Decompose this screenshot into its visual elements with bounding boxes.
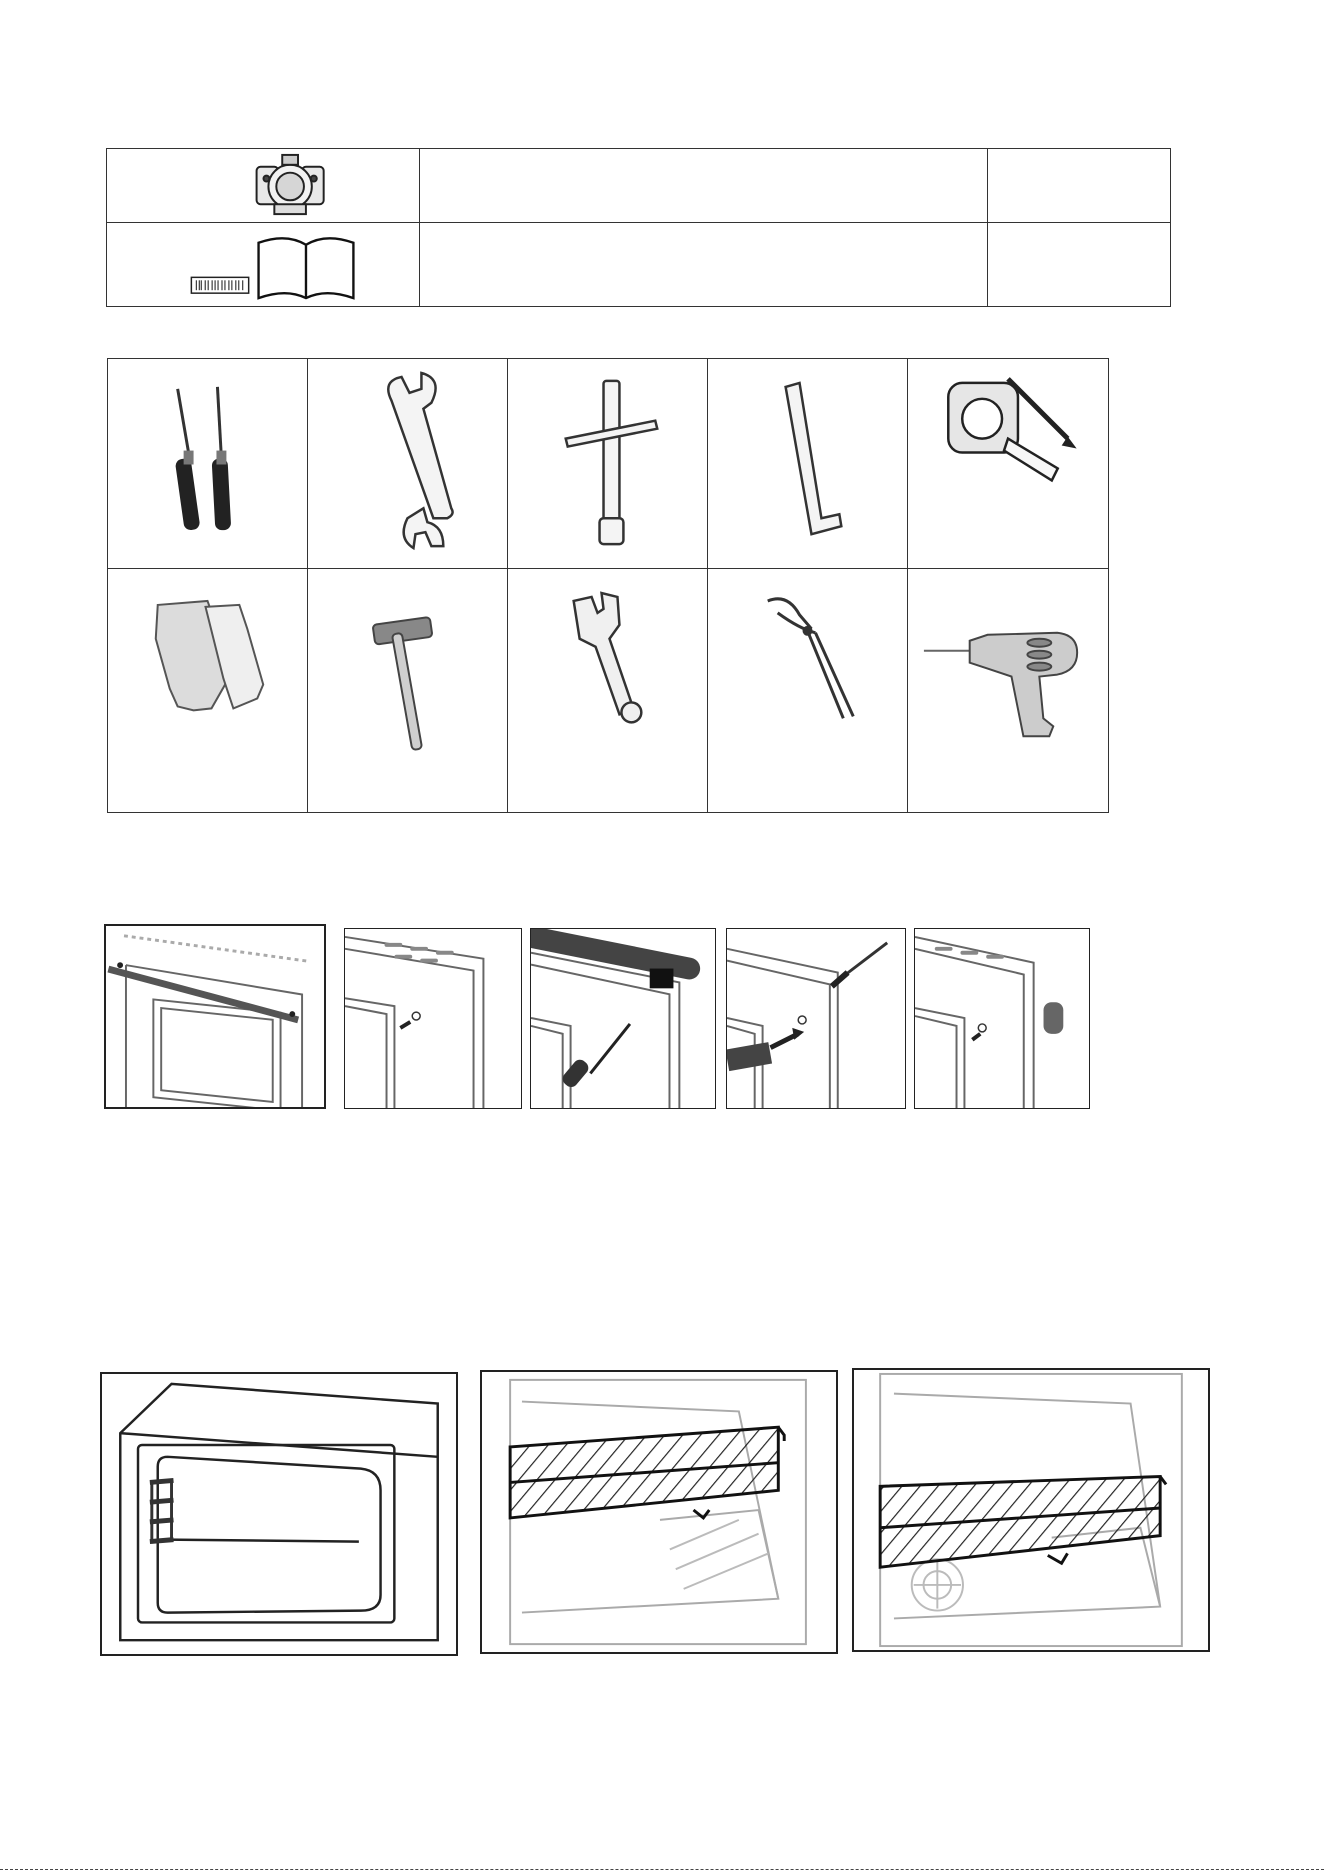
parts-table [106,148,1171,307]
table-row [107,223,1171,307]
screwdrivers-icon [108,359,307,568]
parts-item-cell [107,149,420,223]
insert-screw-icon [727,929,905,1108]
handle-on-door-icon [106,926,324,1107]
parts-description-cell [420,149,988,223]
hex-key-icon [708,359,907,568]
tool-cell [908,359,1109,569]
tool-cell [908,569,1109,813]
wire-rack-insert-icon [482,1372,836,1652]
tape-measure-pencil-icon [908,359,1108,568]
gas-regulator-icon [107,149,419,222]
tool-cell [708,359,908,569]
tool-cell [108,359,308,569]
socket-wrench-icon [508,359,707,568]
wire-rack-installed-icon [854,1370,1208,1650]
gloves-icon [108,569,307,812]
handle-screwdriver-icon [531,929,715,1108]
handle-fixed-icon [915,929,1089,1108]
parts-description-cell [420,223,988,307]
handle-step-2 [344,928,522,1109]
table-row [107,149,1171,223]
table-row [108,359,1109,569]
rack-step-3 [852,1368,1210,1652]
adjustable-wrench-icon [508,569,707,812]
handle-step-4 [726,928,906,1109]
handle-step-3 [530,928,716,1109]
drill-icon [908,569,1108,812]
tool-cell [108,569,308,813]
handle-step-1 [104,924,326,1109]
parts-quantity-cell [988,223,1171,307]
page-bottom-rule [0,1869,1324,1870]
rack-step-1 [100,1372,458,1656]
parts-item-cell [107,223,420,307]
rack-step-2 [480,1370,838,1654]
table-row [108,569,1109,813]
tool-cell [308,359,508,569]
door-screw-hole-icon [345,929,521,1108]
hammer-icon [308,569,507,812]
manual-book-icon [107,223,419,306]
open-end-wrench-icon [308,359,507,568]
tools-grid [107,358,1109,813]
pliers-icon [708,569,907,812]
parts-quantity-cell [988,149,1171,223]
oven-cavity-icon [102,1374,456,1654]
tool-cell [708,569,908,813]
tool-cell [508,569,708,813]
handle-step-5 [914,928,1090,1109]
tool-cell [308,569,508,813]
tool-cell [508,359,708,569]
